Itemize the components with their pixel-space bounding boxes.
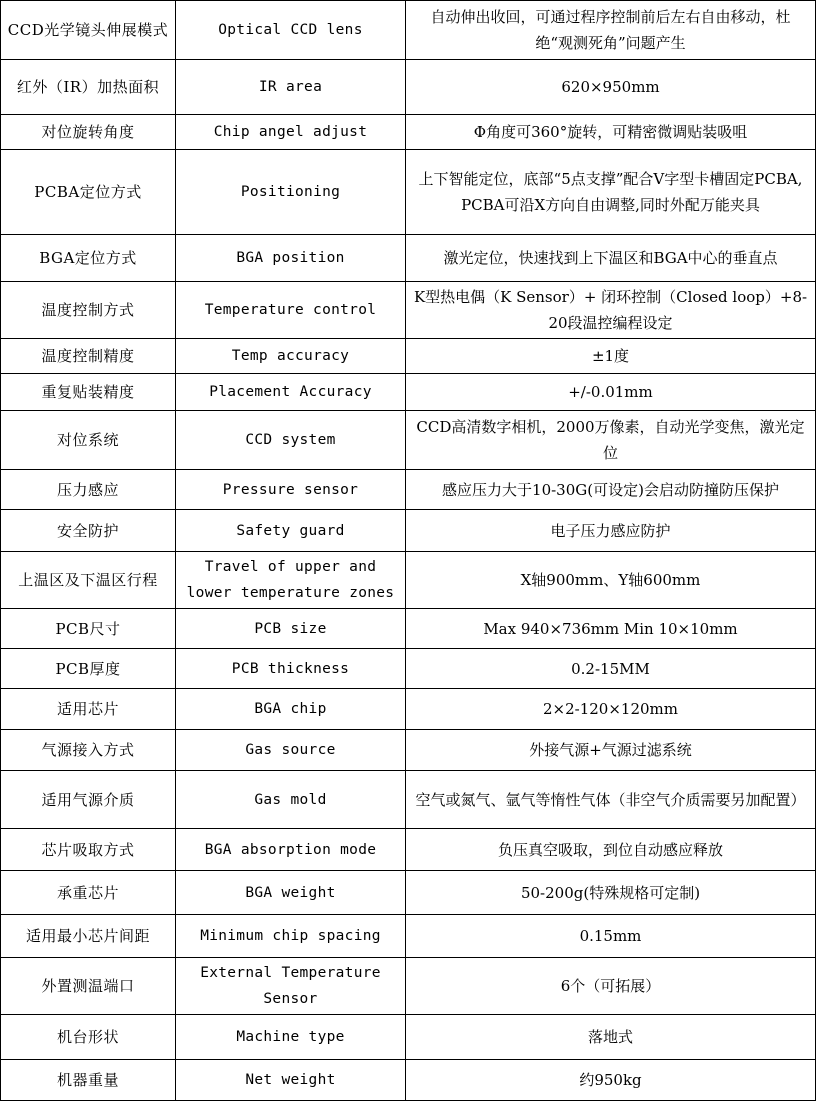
- row-value: 0.15mm: [406, 915, 816, 958]
- row-label-en: BGA position: [176, 235, 406, 282]
- row-label-cn: 机器重量: [1, 1060, 176, 1101]
- row-value: Φ角度可360°旋转，可精密微调贴装吸咀: [406, 115, 816, 150]
- row-value: 约950kg: [406, 1060, 816, 1101]
- row-label-cn: 机台形状: [1, 1015, 176, 1060]
- row-label-cn: 温度控制方式: [1, 282, 176, 339]
- table-row: [1, 1060, 816, 1101]
- row-label-cn: 重复贴装精度: [1, 374, 176, 411]
- row-label-cn: 芯片吸取方式: [1, 829, 176, 871]
- row-label-en: BGA weight: [176, 871, 406, 915]
- table-row: [1, 150, 816, 235]
- row-label-cn: 安全防护: [1, 510, 176, 552]
- row-label-en: Temp accuracy: [176, 339, 406, 374]
- row-value: 2×2-120×120mm: [406, 689, 816, 730]
- row-label-en: Pressure sensor: [176, 470, 406, 510]
- row-value: 620×950mm: [406, 60, 816, 115]
- table-row: [1, 958, 816, 1015]
- row-label-cn: PCB尺寸: [1, 609, 176, 649]
- row-label-cn: 压力感应: [1, 470, 176, 510]
- row-label-en: CCD system: [176, 411, 406, 470]
- row-label-cn: 对位系统: [1, 411, 176, 470]
- row-value: 负压真空吸取，到位自动感应释放: [406, 829, 816, 871]
- row-label-cn: PCBA定位方式: [1, 150, 176, 235]
- row-value: CCD高清数字相机，2000万像素，自动光学变焦，激光定位: [406, 411, 816, 470]
- row-label-en: PCB thickness: [176, 649, 406, 689]
- row-value: 感应压力大于10-30G(可设定)会启动防撞防压保护: [406, 470, 816, 510]
- table-row: [1, 609, 816, 649]
- table-row: [1, 339, 816, 374]
- row-value: 自动伸出收回，可通过程序控制前后左右自由移动，杜绝“观测死角”问题产生: [406, 1, 816, 60]
- table-row: [1, 915, 816, 958]
- row-label-en: BGA chip: [176, 689, 406, 730]
- row-label-en: Safety guard: [176, 510, 406, 552]
- table-row: [1, 689, 816, 730]
- row-label-cn: CCD光学镜头伸展模式: [1, 1, 176, 60]
- row-label-en: Gas source: [176, 730, 406, 771]
- row-label-cn: 气源接入方式: [1, 730, 176, 771]
- table-row: [1, 871, 816, 915]
- row-label-en: Optical CCD lens: [176, 1, 406, 60]
- row-label-cn: 适用气源介质: [1, 771, 176, 829]
- row-value: 电子压力感应防护: [406, 510, 816, 552]
- row-label-en: Machine type: [176, 1015, 406, 1060]
- row-label-en: External Temperature Sensor: [176, 958, 406, 1015]
- table-row: [1, 730, 816, 771]
- row-label-en: Positioning: [176, 150, 406, 235]
- table-row: [1, 60, 816, 115]
- row-label-en: Placement Accuracy: [176, 374, 406, 411]
- table-row: [1, 1, 816, 60]
- row-label-cn: 温度控制精度: [1, 339, 176, 374]
- row-value: Max 940×736mm Min 10×10mm: [406, 609, 816, 649]
- row-value: +/-0.01mm: [406, 374, 816, 411]
- row-label-cn: 外置测温端口: [1, 958, 176, 1015]
- table-row: [1, 649, 816, 689]
- row-label-en: IR area: [176, 60, 406, 115]
- row-value: ±1度: [406, 339, 816, 374]
- row-label-cn: 对位旋转角度: [1, 115, 176, 150]
- table-row: [1, 552, 816, 609]
- row-value: 激光定位，快速找到上下温区和BGA中心的垂直点: [406, 235, 816, 282]
- row-label-en: Chip angel adjust: [176, 115, 406, 150]
- table-row: [1, 771, 816, 829]
- row-value: 0.2-15MM: [406, 649, 816, 689]
- table-row: [1, 235, 816, 282]
- row-label-en: PCB size: [176, 609, 406, 649]
- row-value: 落地式: [406, 1015, 816, 1060]
- row-label-cn: 适用芯片: [1, 689, 176, 730]
- table-row: [1, 829, 816, 871]
- table-row: [1, 510, 816, 552]
- row-value: K型热电偶（K Sensor）+ 闭环控制（Closed loop）+8-20段温控编程设定: [406, 282, 816, 339]
- row-label-en: Minimum chip spacing: [176, 915, 406, 958]
- row-value: 空气或氮气、氩气等惰性气体（非空气介质需要另加配置）: [406, 771, 816, 829]
- row-label-en: Gas mold: [176, 771, 406, 829]
- row-label-en: Temperature control: [176, 282, 406, 339]
- row-label-en: Net weight: [176, 1060, 406, 1101]
- row-label-en: Travel of upper and lower temperature zones: [176, 552, 406, 609]
- row-value: 50-200g(特殊规格可定制): [406, 871, 816, 915]
- row-value: 6个（可拓展）: [406, 958, 816, 1015]
- row-label-cn: 红外（IR）加热面积: [1, 60, 176, 115]
- table-row: [1, 411, 816, 470]
- row-label-cn: 上温区及下温区行程: [1, 552, 176, 609]
- table-row: [1, 1015, 816, 1060]
- row-label-cn: 承重芯片: [1, 871, 176, 915]
- row-label-cn: BGA定位方式: [1, 235, 176, 282]
- row-value: 外接气源+气源过滤系统: [406, 730, 816, 771]
- row-label-cn: 适用最小芯片间距: [1, 915, 176, 958]
- row-value: X轴900mm、Y轴600mm: [406, 552, 816, 609]
- row-label-en: BGA absorption mode: [176, 829, 406, 871]
- table-row: [1, 282, 816, 339]
- table-row: [1, 115, 816, 150]
- table-row: [1, 374, 816, 411]
- table-row: [1, 470, 816, 510]
- row-label-cn: PCB厚度: [1, 649, 176, 689]
- row-value: 上下智能定位，底部“5点支撑”配合V字型卡槽固定PCBA, PCBA可沿X方向自由调整,同时外配万能夹具: [406, 150, 816, 235]
